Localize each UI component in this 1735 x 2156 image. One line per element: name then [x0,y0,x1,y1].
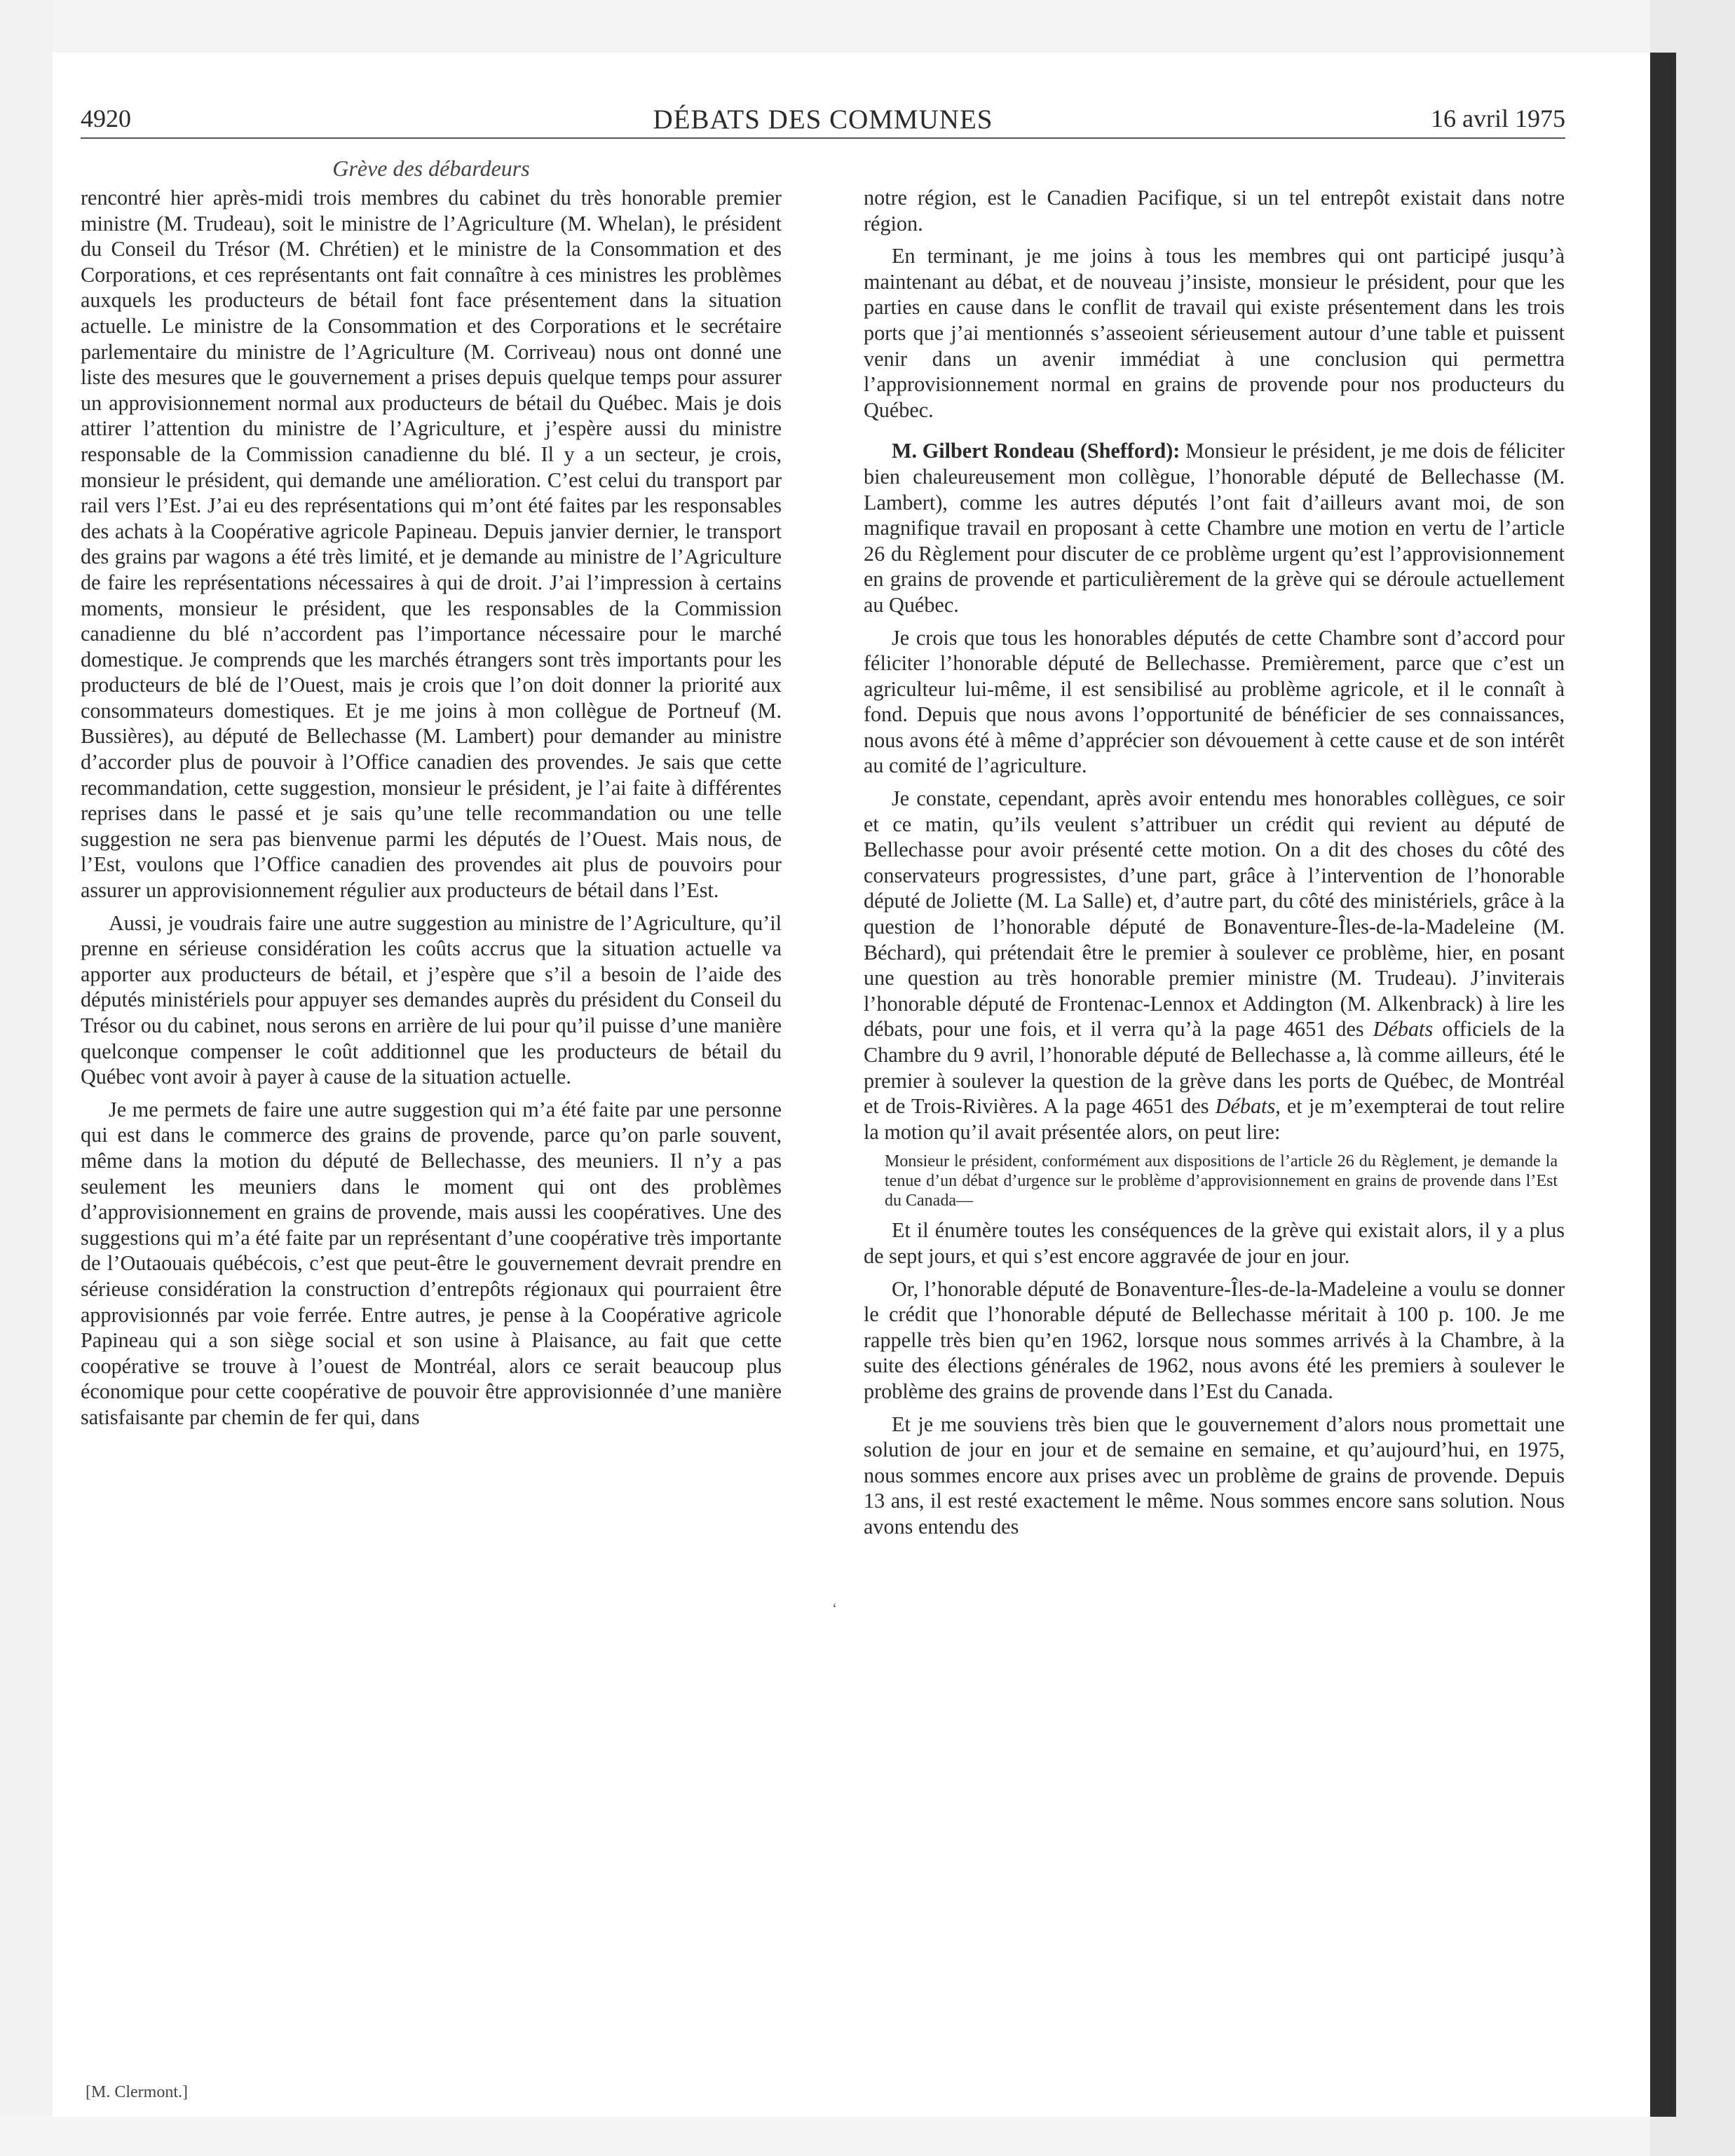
paragraph [864,438,1565,618]
paragraph: Or, l’honorable député de Bonaventure-Îles-de-la-Madeleine a voulu se donner le crédit que l’honorable député de Bellechasse méritait à 100 p. 100. Je me rappelle très bien qu’en 1962, lorsque nous sommes arrivés à la Chambre, à la suite des élections générales de 1962, nous avons été les premiers à soulever le problème des grains de provende dans l’Est du Canada. [864,1276,1565,1403]
scan-margin-left [0,0,53,2156]
paragraph: Et il énumère toutes les conséquences de la grève qui existait alors, il y a plus de sept jours, et qui s’est encore aggravée de jour en jour. [864,1218,1565,1268]
header-rule [81,137,1565,139]
paragraph: En terminant, je me joins à tous les membres qui ont participé jusqu’à maintenant au débat, et de nouveau j’insiste, monsieur le président, pour que les parties en cause dans le conflit de travail qui existe présentement dans les trois ports que j’ai mentionnés s’asseoient sérieusement autour d’une table et puissent venir dans un avenir immédiat à une conclusion qui permettra l’approvisionnement normal en grains de provende pour nos producteurs du Québec. [864,244,1565,422]
paragraph: Je me permets de faire une autre suggestion qui m’a été faite par une personne qui est dans le commerce des grains de provende, parce qu’on parle souvent, même dans la motion du député de Bellechasse, des meuniers. Il n’y a pas seulement les meuniers dans le moment qui ont des problèmes d’approvisionnement en grains de provende, mais aussi les coopératives. Une des suggestions qui m’a été faite par un représentant d’une coopérative très importante de l’Outaouais québécois, c’est que peut-être le gouvernement devrait prendre en sérieuse considération la construction d’entrepôts régionaux qui pourraient être approvisionnés par voie ferrée. Entre autres, je pense à la Coopérative agricole Papineau qui a son siège social et son usine à Plaisance, au fait que cette coopérative se trouve à l’ouest de Montréal, alors ce serait beaucoup plus économique pour cette coopérative de pouvoir être approvisionnée d’une manière satisfaisante par chemin de fer qui, dans [81,1097,782,1429]
page-header [81,104,1565,146]
paragraph [864,786,1565,1145]
scan-margin-top [0,0,1735,53]
italic-title: Débats [1215,1094,1276,1119]
text-run: Je constate, cependant, après avoir entendu mes honorables collègues, ce soir et ce matin, qu’ils veulent s’attribuer un crédit qui revient au député de Bellechasse pour avoir présenté cette motion. On a dit des choses du côté des conservateurs progressistes, d’une part, grâce à l’intervention de l’honorable député de Joliette (M. La Salle) et, d’autre part, du côté des ministériels, grâce à la question de l’honorable député de Bonaventure-Îles-de-la-Madeleine (M. Béchard), qui prétendait être le premier à soulever ce problème, hier, en posant une question au très honorable premier ministre (M. Trudeau). J’inviterais l’honorable député de Frontenac-Lennox et Addington (M. Alkenbrack) à lire les débats, pour une fois, et il verra qu’à la page 4651 des [864,786,1565,1042]
paragraph: Et je me souviens très bien que le gouvernement d’alors nous promettait une solution de jour en jour et de semaine en semaine, et qu’aujourd’hui, en 1975, nous sommes encore aux prises avec un problème de grains de provende. Depuis 13 ans, il est resté exactement le même. Nous sommes encore sans solution. Nous avons entendu des [864,1412,1565,1538]
header-date: 16 avril 1975 [1431,104,1565,132]
paragraph: notre région, est le Canadien Pacifique, si un tel entrepôt existait dans notre région. [864,186,1565,236]
running-head: Grève des débardeurs [332,156,530,181]
paragraph: rencontré hier après-midi trois membres du cabinet du très honorable premier ministre (M. Trudeau), soit le ministre de l’Agriculture (M. Whelan), le président du Conseil du Trésor (M. Chrétien) et le ministre de la Consommation et des Corporations, et ces représentants ont fait connaître à ces ministres les problèmes auxquels les producteurs de bétail font face présentement dans la situation actuelle. Le ministre de la Consommation et des Corporations et le secrétaire parlementaire du ministre de l’Agriculture (M. Corriveau) nous ont donné une liste des mesures que le gouvernement a prises depuis quelque temps pour assurer un approvisionnement normal aux producteurs de bétail du Québec. Mais je dois attirer l’attention du ministre de l’Agriculture, et j’espère aussi du ministre responsable de la Commission canadienne du blé. Il y a un secteur, je crois, monsieur le président, qui demande une amélioration. C’est celui du transport par rail vers l’Est. J’ai eu des représentations qui m’ont été faites par les responsables des achats à la Coopérative agricole Papineau. Depuis janvier dernier, le transport des grains par wagons a été très limité, et je demande au ministre de l’Agriculture de faire les représentations nécessaires à qui de droit. J’ai l’impression à certains moments, monsieur le président, que les responsables de la Commission canadienne du blé n’accordent pas l’importance nécessaire pour le marché domestique. Je comprends que les marchés étrangers sont très importants pour les producteurs de blé de l’Ouest, mais je crois que l’on doit donner la priorité aux consommateurs domestiques. Et je me joins à mon collègue de Portneuf (M. Bussières), au député de Bellechasse (M. Lambert) pour demander au ministre d’accorder plus de pouvoir à l’Office canadien des provendes. Je sais que cette recommandation, cette suggestion, monsieur le président, je l’ai faite à différentes reprises dans le passé et je sais qu’une telle recommandation ou une telle suggestion ne sera pas bienvenue parmi les députés de l’Ouest. Mais nous, de l’Est, voulons que l’Office canadien des provendes ait plus de pouvoirs pour assurer un approvisionnement régulier aux producteurs de bétail dans l’Est. [81,186,782,903]
scan-margin-bottom [0,2117,1735,2156]
paragraph: Aussi, je voudrais faire une autre suggestion au ministre de l’Agriculture, qu’il prenne en sérieuse considération les coûts accrus que la situation actuelle va apporter aux producteurs de bétail, et j’espère que s’il a besoin de l’aide des députés ministériels pour appuyer ses demandes auprès du président du Conseil du Trésor ou du cabinet, nous serons en arrière de lui pour qu’il puisse d’une manière quelconque compenser le coût additionnel que les producteurs de bétail du Québec vont avoir à payer à cause de la situation actuelle. [81,910,782,1089]
speaker-name: M. Gilbert Rondeau (Shefford): [892,439,1181,463]
italic-title: Débats [1373,1017,1434,1042]
quote-text: Monsieur le président, conformément aux dispositions de l’article 26 du Règlement, je demande la tenue d’un débat d’urgence sur le problème d’approvisionnement en grains de provende dans l’Est du Canada— [885,1152,1558,1210]
footer-note: [M. Clermont.] [86,2083,188,2101]
journal-title: DÉBATS DES COMMUNES [653,104,993,135]
left-column [81,185,782,1431]
speech-text: Monsieur le président, je me dois de féliciter bien chaleureusement mon collègue, l’honorable député de Bellechasse (M. Lambert), comme les autres députés l’ont fait d’ailleurs avant moi, de son magnifique travail en proposant à cette Chambre une motion en vertu de l’article 26 du Règlement pour discuter de ce problème urgent qu’est l’approvisionnement en grains de provende et particulièrement de la grève qui se déroule actuellement au Québec. [864,439,1565,617]
block-quote [864,1152,1565,1210]
page-number: 4920 [81,104,131,132]
text-run: , et je m’exempterai de tout relire la motion qu’il avait présentée alors, on peut lire: [864,1094,1565,1144]
paragraph: Je crois que tous les honorables députés de cette Chambre sont d’accord pour féliciter l’honorable député de Bellechasse. Premièrement, parce que c’est un agriculteur lui-même, il est sensibilisé au problème agricole, et il le connaît à fond. Depuis que nous avons l’opportunité de bénéficier de ses connaissances, nous avons été à même d’apprécier son dévouement à cette cause et de son intérêt au comité de l’agriculture. [864,625,1565,778]
text-run: officiels de la Chambre du 9 avril, l’honorable député de Bellechasse a, là comme ailleurs, été le premier à soulever la question de la grève dans les ports de Québec, de Montréal et de Trois-Rivières. A la page 4651 des [864,1017,1565,1119]
scan-binding-shadow [1650,53,1676,2117]
right-column [864,185,1565,1540]
margin-mark: ‘ [832,1599,838,1617]
